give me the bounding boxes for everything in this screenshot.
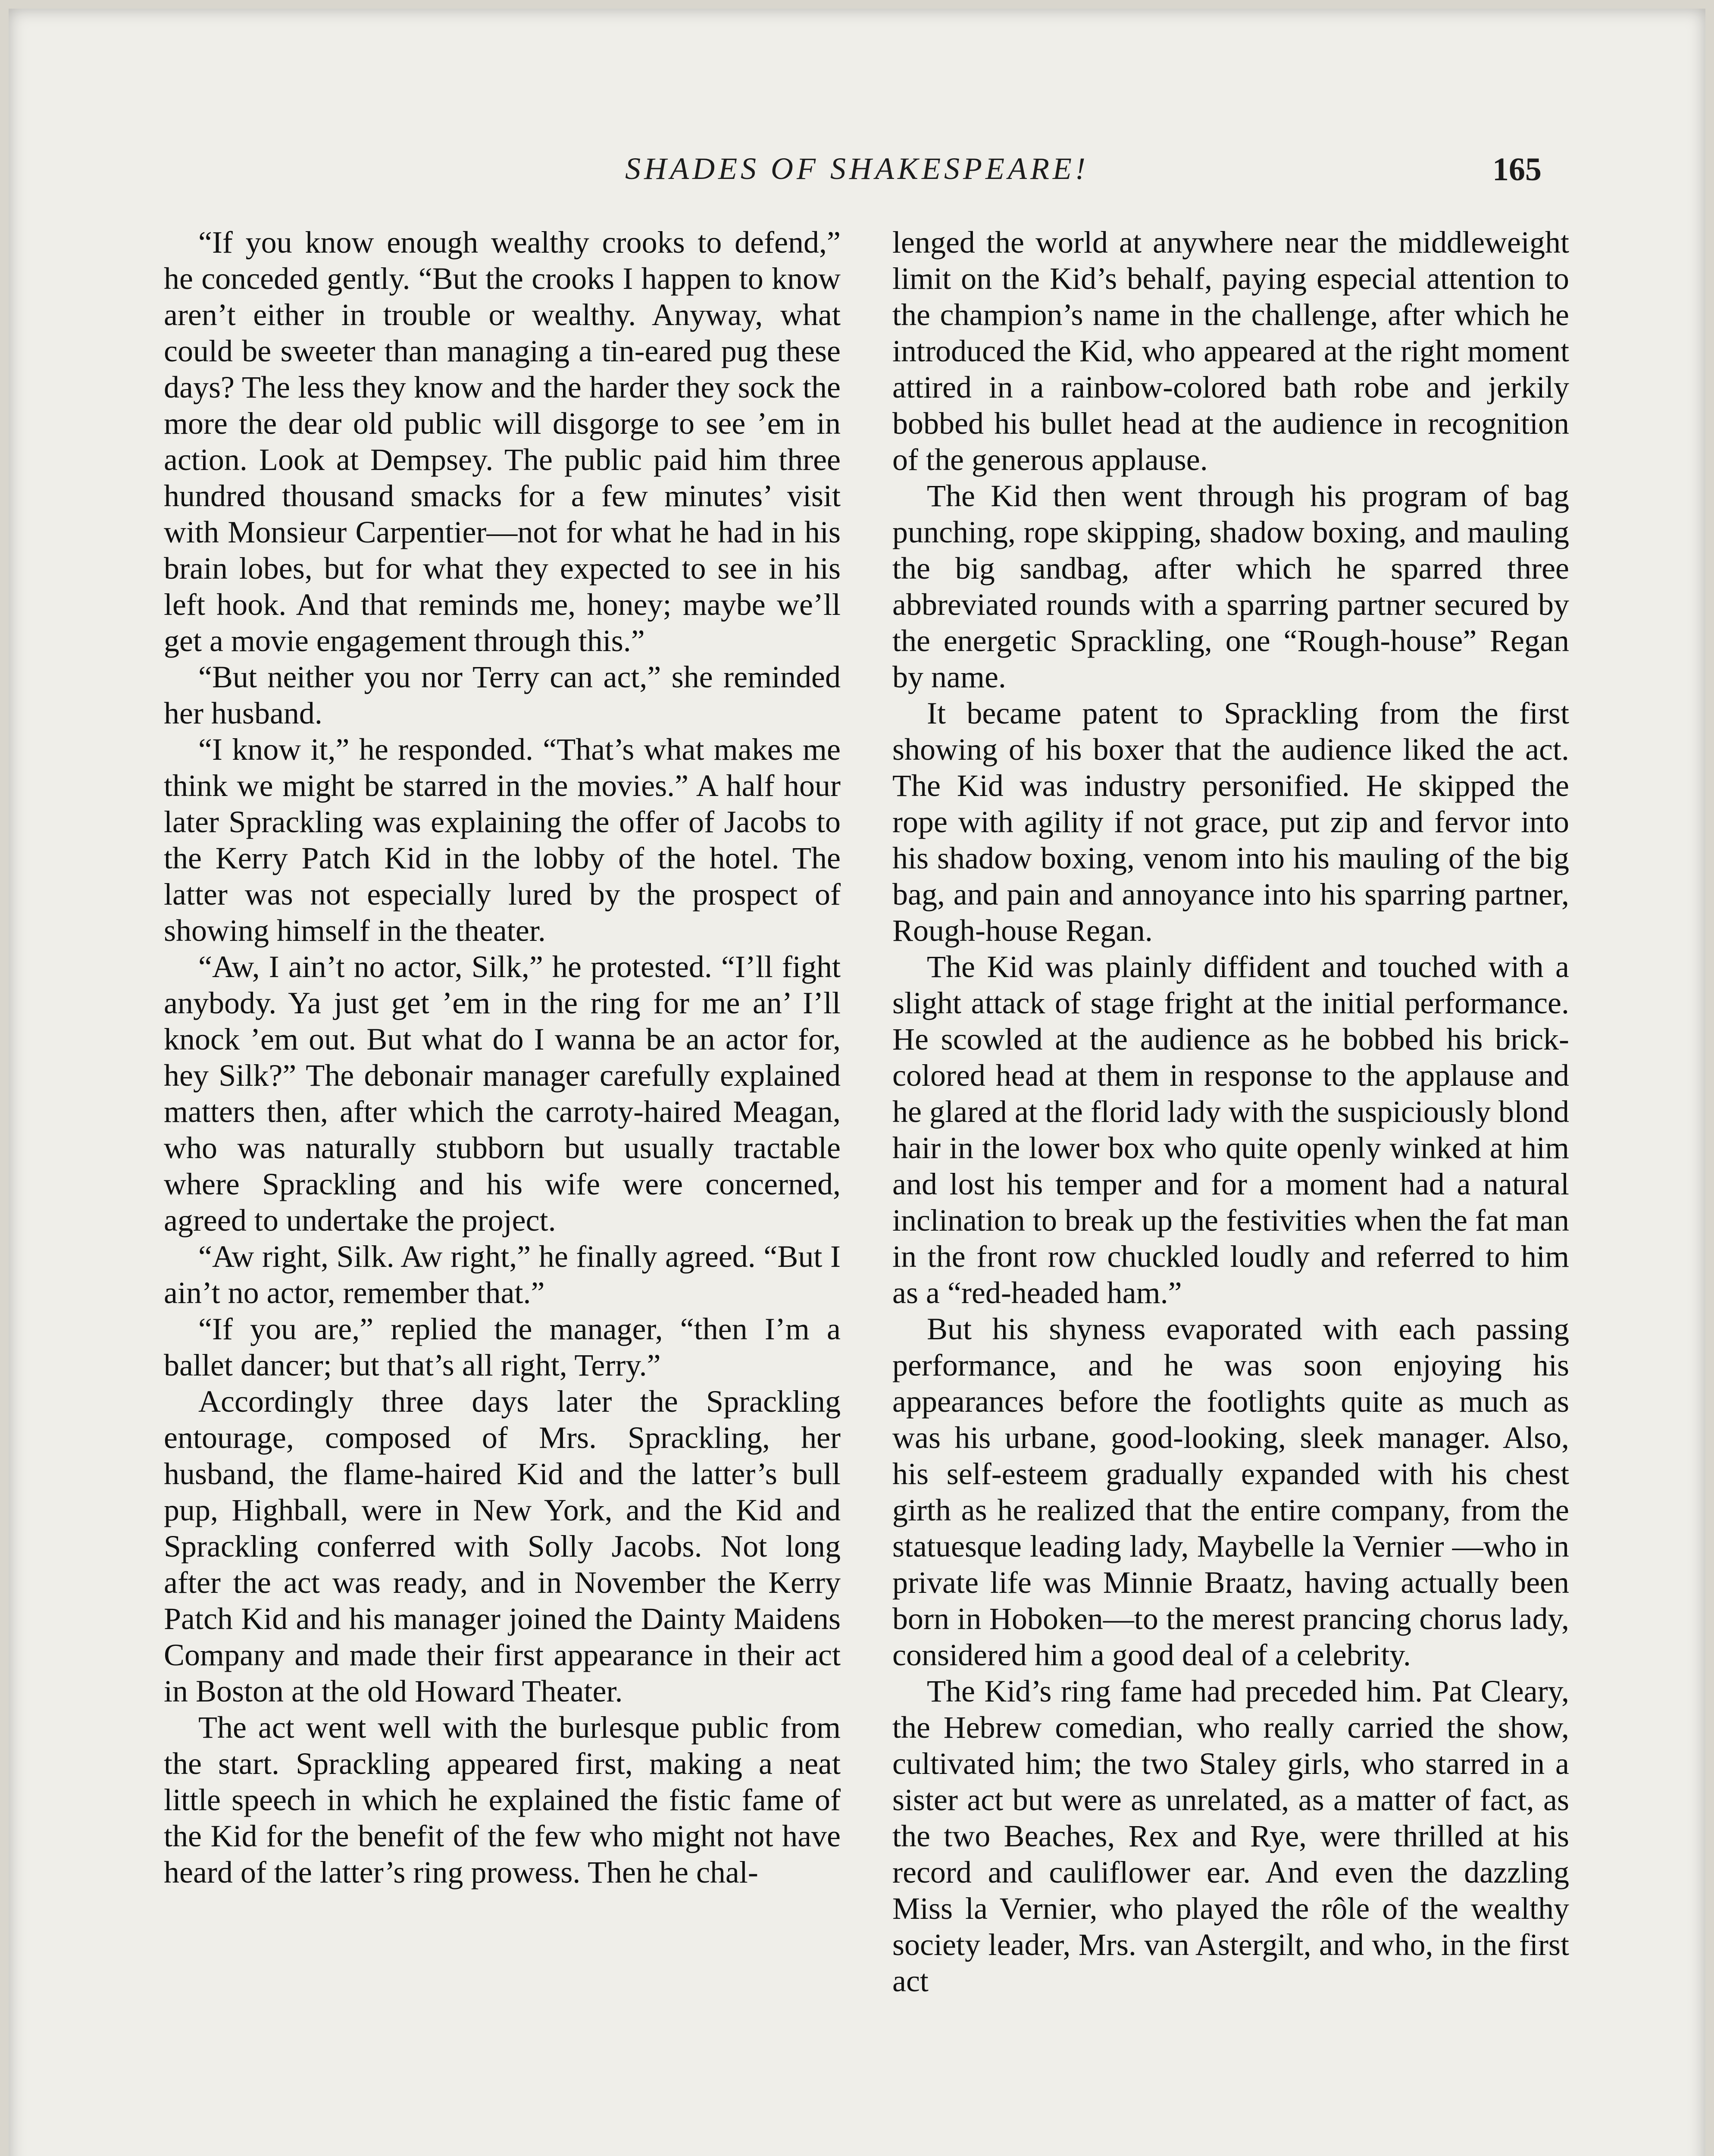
- paragraph: “I know it,” he responded. “That’s what makes me think we might be starred in the movies.” A half hour later Sprackling was explaining the offer of Jacobs to the Kerry Patch Kid in the lobby of the hotel. The latter was not especially lured by the prospect of showing himself in the theater.: [164, 732, 841, 948]
- paragraph: It became patent to Sprackling from the first showing of his boxer that the audience liked the act. The Kid was industry personified. He skipped the rope with agility if not grace, put zip and fervor into his shadow boxing, venom into his mauling of the big bag, and pain and annoyance into his sparring partner, Rough-house Regan.: [892, 696, 1569, 948]
- page-header: [172, 151, 1542, 203]
- paragraph: The Kid was plainly diffident and touched with a slight attack of stage fright at the initial performance. He scowled at the audience as he bobbed his brick-colored head at them in response to the applause and he glared at the florid lady with the suspiciously blond hair in the lower box who quite openly winked at him and lost his temper and for a moment had a natural inclination to break up the festivities when the fat man in the front row chuckled loudly and referred to him as a “red-headed ham.”: [892, 950, 1569, 1310]
- paragraph: But his shyness evaporated with each passing performance, and he was soon enjoying his appearances before the footlights quite as much as was his urbane, good-looking, sleek manager. Also, his self-esteem gradually expanded with his chest girth as he realized that the entire company, from the statuesque leading lady, Maybelle la Vernier —who in private life was Minnie Braatz, having actually been born in Hoboken—to the merest prancing chorus lady, considered him a good deal of a celebrity.: [892, 1312, 1569, 1672]
- paragraph: The act went well with the burlesque public from the start. Sprackling appeared first, making a neat little speech in which he explained the fistic fame of the Kid for the benefit of the few who might not have heard of the latter’s ring prowess. Then he chal-: [164, 1710, 841, 1890]
- paragraph: “If you are,” replied the manager, “then I’m a ballet dancer; but that’s all right, Terry.”: [164, 1312, 841, 1382]
- paragraph: lenged the world at anywhere near the middleweight limit on the Kid’s behalf, paying especial attention to the champion’s name in the challenge, after which he introduced the Kid, who appeared at the right moment attired in a rainbow-colored bath robe and jerkily bobbed his bullet head at the audience in recognition of the generous applause.: [892, 225, 1569, 477]
- running-title: SHADES OF SHAKESPEARE!: [625, 151, 1089, 186]
- right-column: [892, 224, 1569, 1999]
- paragraph: “Aw, I ain’t no actor, Silk,” he protested. “I’ll fight anybody. Ya just get ’em in the ring for me an’ I’ll knock ’em out. But what do I wanna be an actor for, hey Silk?” The debonair manager carefully explained matters then, after which the carroty-haired Meagan, who was naturally stubborn but usually tractable where Sprackling and his wife were concerned, agreed to undertake the project.: [164, 950, 841, 1238]
- text-columns: [164, 224, 1569, 1999]
- left-column: [164, 224, 841, 1999]
- paragraph: The Kid’s ring fame had preceded him. Pat Cleary, the Hebrew comedian, who really carried the show, cultivated him; the two Staley girls, who starred in a sister act but were as unrelated, as a matter of fact, as the two Beaches, Rex and Rye, were thrilled at his record and cauliflower ear. And even the dazzling Miss la Vernier, who played the rôle of the wealthy society leader, Mrs. van Astergilt, and who, in the first act: [892, 1674, 1569, 1998]
- paragraph: The Kid then went through his program of bag punching, rope skipping, shadow boxing, and mauling the big sandbag, after which he sparred three abbreviated rounds with a sparring partner secured by the energetic Sprackling, one “Rough-house” Regan by name.: [892, 479, 1569, 694]
- paragraph: “If you know enough wealthy crooks to defend,” he conceded gently. “But the crooks I happen to know aren’t either in trouble or wealthy. Anyway, what could be sweeter than managing a tin-eared pug these days? The less they know and the harder they sock the more the dear old public will disgorge to see ’em in action. Look at Dempsey. The public paid him three hundred thousand smacks for a few minutes’ visit with Monsieur Carpentier—not for what he had in his brain lobes, but for what they expected to see in his left hook. And that reminds me, honey; maybe we’ll get a movie engagement through this.”: [164, 225, 841, 658]
- paragraph: Accordingly three days later the Sprackling entourage, composed of Mrs. Sprackling, her husband, the flame-haired Kid and the latter’s bull pup, Highball, were in New York, and the Kid and Sprackling conferred with Solly Jacobs. Not long after the act was ready, and in November the Kerry Patch Kid and his manager joined the Dainty Maidens Company and made their first appearance in their act in Boston at the old Howard Theater.: [164, 1384, 841, 1708]
- page-number: 165: [1492, 151, 1542, 188]
- paragraph: “But neither you nor Terry can act,” she reminded her husband.: [164, 660, 841, 730]
- paragraph: “Aw right, Silk. Aw right,” he finally agreed. “But I ain’t no actor, remember that.”: [164, 1239, 841, 1310]
- magazine-page: [9, 9, 1705, 2156]
